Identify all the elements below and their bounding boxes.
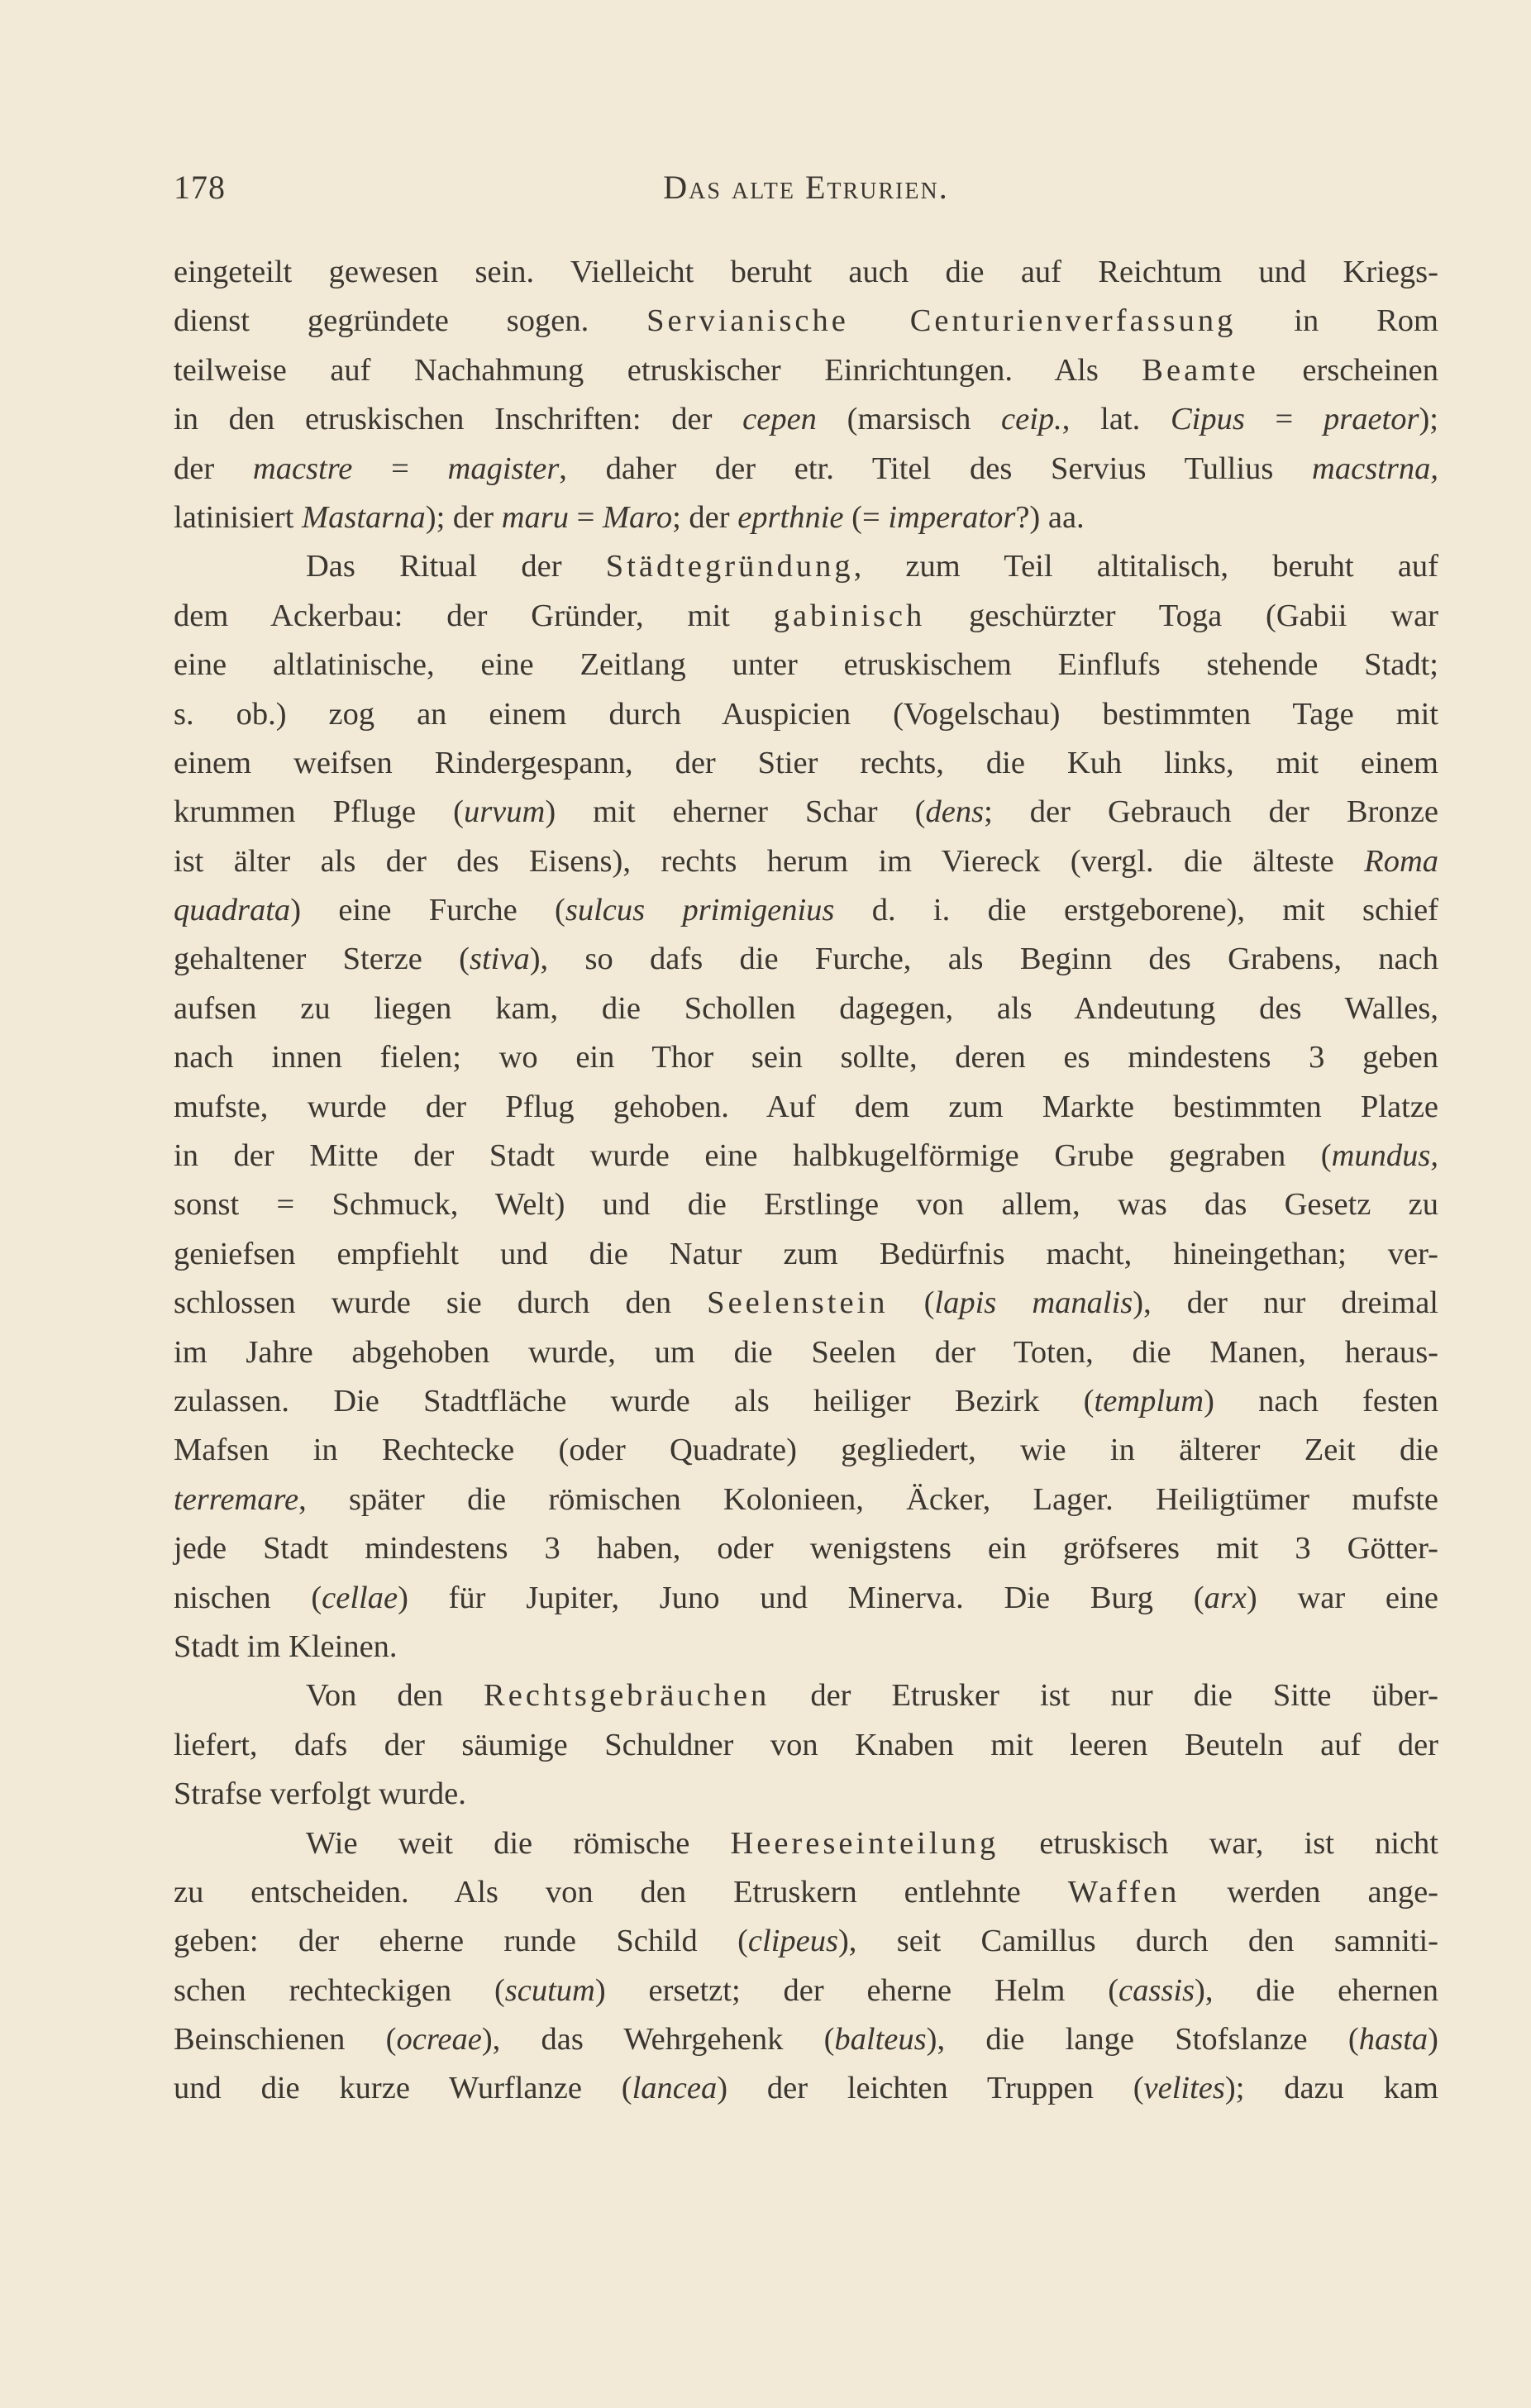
italic-term: magister	[447, 451, 560, 486]
text-run: ?) aa.	[1015, 499, 1085, 535]
text-run: schen rechteckigen (	[174, 1972, 505, 2008]
italic-term: eprthnie	[737, 499, 844, 535]
spaced-term: Beamte	[1142, 352, 1259, 388]
italic-term: ceip.	[1001, 402, 1062, 437]
italic-term: terremare	[174, 1481, 299, 1517]
text-run: in der Mitte der Stadt wurde eine halbkugelförmige Grube gegraben (	[174, 1138, 1332, 1174]
italic-term: velites	[1143, 2071, 1225, 2106]
spaced-term: Seelenstein	[707, 1285, 889, 1321]
text-run: latinisiert	[174, 499, 303, 535]
page-header	[174, 168, 1438, 217]
text-run: geschürzter Toga (Gabii war	[925, 598, 1438, 633]
spaced-term: Städtegründung	[605, 549, 854, 584]
text-run: ), die ehernen	[1195, 1972, 1438, 2008]
text-run: d. i. die erstgeborene), mit schief	[834, 893, 1438, 928]
text-run: ; der	[672, 499, 738, 535]
italic-term: hasta	[1358, 2022, 1428, 2058]
text-line	[174, 886, 1438, 935]
text-run: =	[1244, 402, 1324, 437]
text-run: teilweise auf Nachahmung etruskischer Einrichtungen. Als	[174, 352, 1142, 388]
text-run: ), seit Camillus durch den samniti-	[837, 1924, 1438, 1959]
text-line	[174, 1721, 1438, 1770]
text-line	[174, 837, 1438, 886]
text-run: ), so dafs die Furche, als Beginn des Grabens, nach	[529, 942, 1438, 977]
text-run: schlossen wurde sie durch den	[174, 1285, 708, 1321]
text-run: zulassen. Die Stadtfläche wurde als heiliger Bezirk (	[174, 1383, 1095, 1419]
text-line	[174, 1230, 1438, 1279]
text-run: im Jahre abgehoben wurde, um die Seelen der Toten, die Manen, heraus-	[174, 1334, 1438, 1370]
text-line	[174, 1967, 1438, 2015]
text-run: , daher der etr. Titel des Servius Tullius	[559, 451, 1313, 486]
italic-term: cellae	[322, 1580, 398, 1615]
text-run: Strafse verfolgt wurde.	[174, 1776, 466, 1812]
text-run: )	[1428, 2022, 1438, 2058]
text-run: etruskisch war, ist nicht	[999, 1825, 1438, 1861]
spaced-term: Rechtsgebräuchen	[484, 1678, 770, 1714]
text-run: ) ersetzt; der eherne Helm (	[594, 1972, 1119, 2008]
text-line	[174, 1819, 1438, 1868]
text-run: , später die römischen Kolonieen, Äcker, Lager. Heiligtümer mufste	[298, 1481, 1438, 1517]
running-title: Das alte Etrurien.	[663, 169, 949, 206]
text-run: ), das Wehrgehenk (	[481, 2022, 835, 2058]
text-run: );	[1419, 402, 1438, 437]
italic-term: ocreae	[396, 2022, 482, 2058]
text-line	[174, 248, 1438, 297]
spaced-term: Heereseinteilung	[730, 1825, 999, 1861]
text-line	[174, 2064, 1438, 2113]
italic-term: scutum	[504, 1972, 595, 2008]
italic-term: templum	[1094, 1383, 1204, 1419]
text-line	[174, 1180, 1438, 1229]
text-run: (=	[843, 499, 889, 535]
text-line	[174, 1770, 1438, 1819]
italic-term: balteus	[834, 2022, 927, 2058]
text-run: =	[569, 499, 603, 535]
text-run: ), die lange Stofslanze (	[926, 2022, 1359, 2058]
italic-term: clipeus	[747, 1924, 838, 1959]
italic-term: lancea	[632, 2071, 718, 2106]
text-run: in Rom	[1236, 303, 1438, 339]
text-line	[174, 1917, 1438, 1966]
text-run: gehaltener Sterze (	[174, 942, 470, 977]
text-line	[174, 1868, 1438, 1917]
italic-term: stiva	[470, 942, 530, 977]
text-run: ) nach festen	[1204, 1383, 1438, 1419]
spaced-term: gabinisch	[773, 598, 926, 633]
text-line	[174, 1132, 1438, 1180]
text-run: geniefsen empfiehlt und die Natur zum Bedürfnis macht, hineingethan; ver-	[174, 1236, 1438, 1271]
text-line	[174, 739, 1438, 788]
text-line	[174, 297, 1438, 346]
text-run: Wie weit die römische	[306, 1825, 731, 1861]
text-run: zu entscheiden. Als von den Etruskern entlehnte	[174, 1874, 1068, 1910]
italic-term: macstre	[252, 451, 353, 486]
text-run: ) eine Furche (	[290, 893, 565, 928]
text-line	[174, 2015, 1438, 2064]
text-line	[174, 690, 1438, 739]
text-run: und die kurze Wurflanze (	[174, 2071, 632, 2106]
text-run: ); der	[425, 499, 502, 535]
italic-term: Roma	[1364, 843, 1438, 879]
text-run: eine altlatinische, eine Zeitlang unter etruskischem Einflufs stehende Stadt;	[174, 647, 1438, 683]
text-run: der Etrusker ist nur die Sitte über-	[770, 1678, 1438, 1714]
italic-term: lapis manalis	[934, 1285, 1133, 1321]
text-line	[174, 1279, 1438, 1328]
text-run: erscheinen	[1258, 352, 1438, 388]
text-line	[174, 395, 1438, 444]
italic-term: Cipus	[1170, 402, 1245, 437]
italic-term: dens	[925, 794, 985, 830]
italic-term: praetor	[1323, 402, 1419, 437]
italic-term: Maro	[602, 499, 673, 535]
italic-term: quadrata	[174, 893, 291, 928]
text-run: ) war eine	[1246, 1580, 1439, 1615]
text-run: geben: der eherne runde Schild (	[174, 1924, 748, 1959]
italic-term: cepen	[742, 402, 817, 437]
text-line	[174, 592, 1438, 641]
text-line	[174, 1671, 1438, 1720]
text-line	[174, 1476, 1438, 1524]
text-run: der	[174, 451, 253, 486]
text-run: werden ange-	[1180, 1874, 1438, 1910]
spaced-term: Servianische Centurienverfassung	[646, 303, 1237, 339]
italic-term: urvum	[463, 794, 546, 830]
text-line	[174, 1033, 1438, 1082]
text-run: (	[888, 1285, 935, 1321]
text-line	[174, 1426, 1438, 1475]
text-run: , zum Teil altitalisch, beruht auf	[853, 549, 1438, 584]
text-run: aufsen zu liegen kam, die Schollen dagegen, als Andeutung des Walles,	[174, 990, 1438, 1026]
text-run: einem weifsen Rindergespann, der Stier rechts, die Kuh links, mit einem	[174, 745, 1438, 780]
italic-term: cassis	[1118, 1972, 1195, 2008]
text-run: ) für Jupiter, Juno und Minerva. Die Burg (	[398, 1580, 1204, 1615]
text-line	[174, 641, 1438, 689]
text-line	[174, 1623, 1438, 1671]
text-run: Von den	[306, 1678, 484, 1714]
text-run: dienst gegründete sogen.	[174, 303, 647, 339]
page-number: 178	[174, 169, 226, 206]
italic-term: sulcus primigenius	[565, 893, 835, 928]
text-run: s. ob.) zog an einem durch Auspicien (Vogelschau) bestimmten Tage mit	[174, 696, 1438, 732]
spaced-term: Waffen	[1067, 1874, 1180, 1910]
text-line	[174, 1328, 1438, 1377]
text-line	[174, 788, 1438, 837]
text-line	[174, 1083, 1438, 1132]
text-run: =	[352, 451, 448, 486]
text-line	[174, 1524, 1438, 1573]
text-run: liefert, dafs der säumige Schuldner von Knaben mit leeren Beuteln auf der	[174, 1727, 1438, 1762]
text-run: nach innen fielen; wo ein Thor sein sollte, deren es mindestens 3 geben	[174, 1040, 1438, 1075]
text-run: sonst = Schmuck, Welt) und die Erstlinge von allem, was das Gesetz zu	[174, 1187, 1438, 1223]
text-run: ; der Gebrauch der Bronze	[984, 794, 1438, 830]
text-line	[174, 346, 1438, 395]
text-run: nischen (	[174, 1580, 322, 1615]
text-run: (marsisch	[816, 402, 1002, 437]
italic-term: mundus,	[1331, 1138, 1438, 1174]
text-run: , lat.	[1061, 402, 1171, 437]
text-run: ); dazu kam	[1224, 2071, 1438, 2106]
italic-term: maru	[501, 499, 570, 535]
italic-term: Mastarna	[302, 499, 426, 535]
italic-term: macstrna,	[1312, 451, 1438, 486]
text-run: ) mit eherner Schar (	[545, 794, 926, 830]
text-line	[174, 1377, 1438, 1426]
text-run: Stadt im Kleinen.	[174, 1628, 398, 1664]
text-line	[174, 935, 1438, 984]
text-run: dem Ackerbau: der Gründer, mit	[174, 598, 774, 633]
italic-term: imperator	[888, 499, 1016, 535]
text-line	[174, 445, 1438, 494]
text-run: krummen Pfluge (	[174, 794, 464, 830]
text-run: eingeteilt gewesen sein. Vielleicht beruht auch die auf Reichtum und Kriegs-	[174, 255, 1438, 289]
text-run: Mafsen in Rechtecke (oder Quadrate) gegliedert, wie in älterer Zeit die	[174, 1433, 1438, 1468]
text-line	[174, 542, 1438, 591]
body-text	[174, 248, 1438, 2114]
text-line	[174, 1574, 1438, 1623]
text-run: jede Stadt mindestens 3 haben, oder wenigstens ein gröfseres mit 3 Götter-	[174, 1531, 1438, 1566]
text-run: Das Ritual der	[306, 549, 606, 584]
italic-term: arx	[1204, 1580, 1247, 1615]
text-run: ist älter als der des Eisens), rechts herum im Viereck (vergl. die älteste	[174, 843, 1365, 879]
text-run: mufste, wurde der Pflug gehoben. Auf dem zum Markte bestimmten Platze	[174, 1089, 1438, 1124]
text-run: in den etruskischen Inschriften: der	[174, 402, 743, 437]
text-run: ) der leichten Truppen (	[717, 2071, 1144, 2106]
text-line	[174, 985, 1438, 1033]
text-run: Beinschienen (	[174, 2022, 397, 2058]
text-run: ), der nur dreimal	[1133, 1285, 1438, 1321]
text-line	[174, 494, 1438, 542]
